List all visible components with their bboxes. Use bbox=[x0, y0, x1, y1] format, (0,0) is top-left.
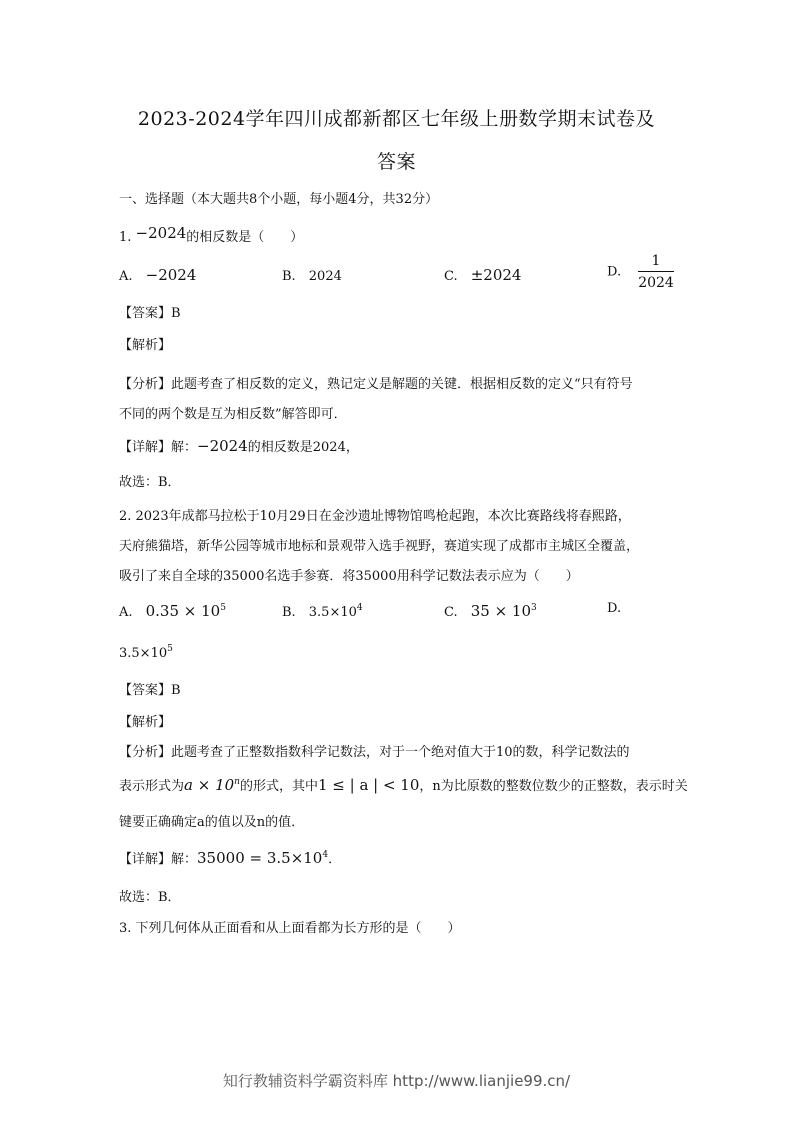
q2-detail: 【详解】解：$35000 = 3.5\times 10^4$． bbox=[119, 849, 342, 867]
footer-watermark: 知行教辅资料学霸资料库 http://www.lianjie99.cn/ bbox=[222, 1072, 571, 1090]
q1-option-d: D. $\frac{1}{2024}$ bbox=[607, 253, 674, 292]
question-2: 2. 2023年成都马拉松于10月29日在金沙遗址博物馆鸣枪起跑，本次比赛路线将春熙路， bbox=[119, 509, 631, 524]
question-number: 1. bbox=[119, 230, 132, 245]
question-2-line-3: 吸引了来自全球的35000名选手参赛．将35000用科学记数法表示应为（ ） bbox=[119, 569, 579, 584]
q1-analysis-heading: 【解析】 bbox=[119, 338, 172, 353]
q2-choice: 故选：B． bbox=[119, 890, 181, 905]
q2-analysis-heading: 【解析】 bbox=[119, 715, 172, 730]
q2-option-b: B. $3.5\times 10^4$ bbox=[282, 603, 363, 620]
q2-option-a: A. $0.35 \times 10^5$ bbox=[119, 602, 226, 620]
q1-option-b: B. 2024 bbox=[282, 269, 342, 284]
q1-analysis-text: 【分析】此题考查了相反数的定义，熟记定义是解题的关键．根据相反数的定义“只有符号 bbox=[119, 377, 633, 392]
q2-analysis-text-3: 键要正确确定a的值以及n的值． bbox=[119, 815, 305, 830]
q1-choice: 故选：B． bbox=[119, 475, 181, 490]
q2-analysis-text: 【分析】此题考查了正整数指数科学记数法，对于一个绝对值大于10的数，科学记数法的 bbox=[119, 745, 630, 760]
section-heading: 一、选择题（本大题共8个小题，每小题4分，共32分） bbox=[119, 192, 439, 207]
q2-answer: 【答案】B bbox=[119, 683, 181, 698]
q2-option-d: $3.5\times 10^5$ bbox=[119, 644, 173, 661]
q1-analysis-text-2: 不同的两个数是互为相反数”解答即可． bbox=[119, 407, 347, 422]
q2-option-c: C. $35 \times 10^3$ bbox=[444, 602, 537, 620]
fraction: $\frac{1}{2024}$ bbox=[638, 253, 674, 292]
page-title-continued: 答案 bbox=[376, 151, 416, 173]
q2-option-d-label: D. bbox=[607, 601, 622, 616]
q1-answer: 【答案】B bbox=[119, 306, 181, 321]
q1-stem: 的相反数是（ ） bbox=[186, 230, 304, 245]
question-1 bbox=[119, 226, 303, 245]
question-3: 3. 下列几何体从正面看和从上面看都为长方形的是（ ） bbox=[119, 921, 461, 936]
q1-option-a: A. −2024 bbox=[119, 266, 197, 284]
q1-option-c: C. ±2024 bbox=[444, 266, 522, 284]
q1-math: −2024 bbox=[135, 224, 187, 242]
q1-detail: 【详解】解：−2024的相反数是2024， bbox=[119, 437, 359, 455]
q2-analysis-text-2: 表示形式为$a \times 10^n$的形式，其中1 ≤ | a | < 10，n为比原数的整数位数少的正整数，表示时关 bbox=[119, 776, 688, 794]
question-2-line-2: 天府熊猫塔，新华公园等城市地标和景观带入选手视野，赛道实现了成都市主城区全覆盖， bbox=[119, 539, 640, 554]
page-title: 2023-2024学年四川成都新都区七年级上册数学期末试卷及 bbox=[137, 108, 656, 130]
